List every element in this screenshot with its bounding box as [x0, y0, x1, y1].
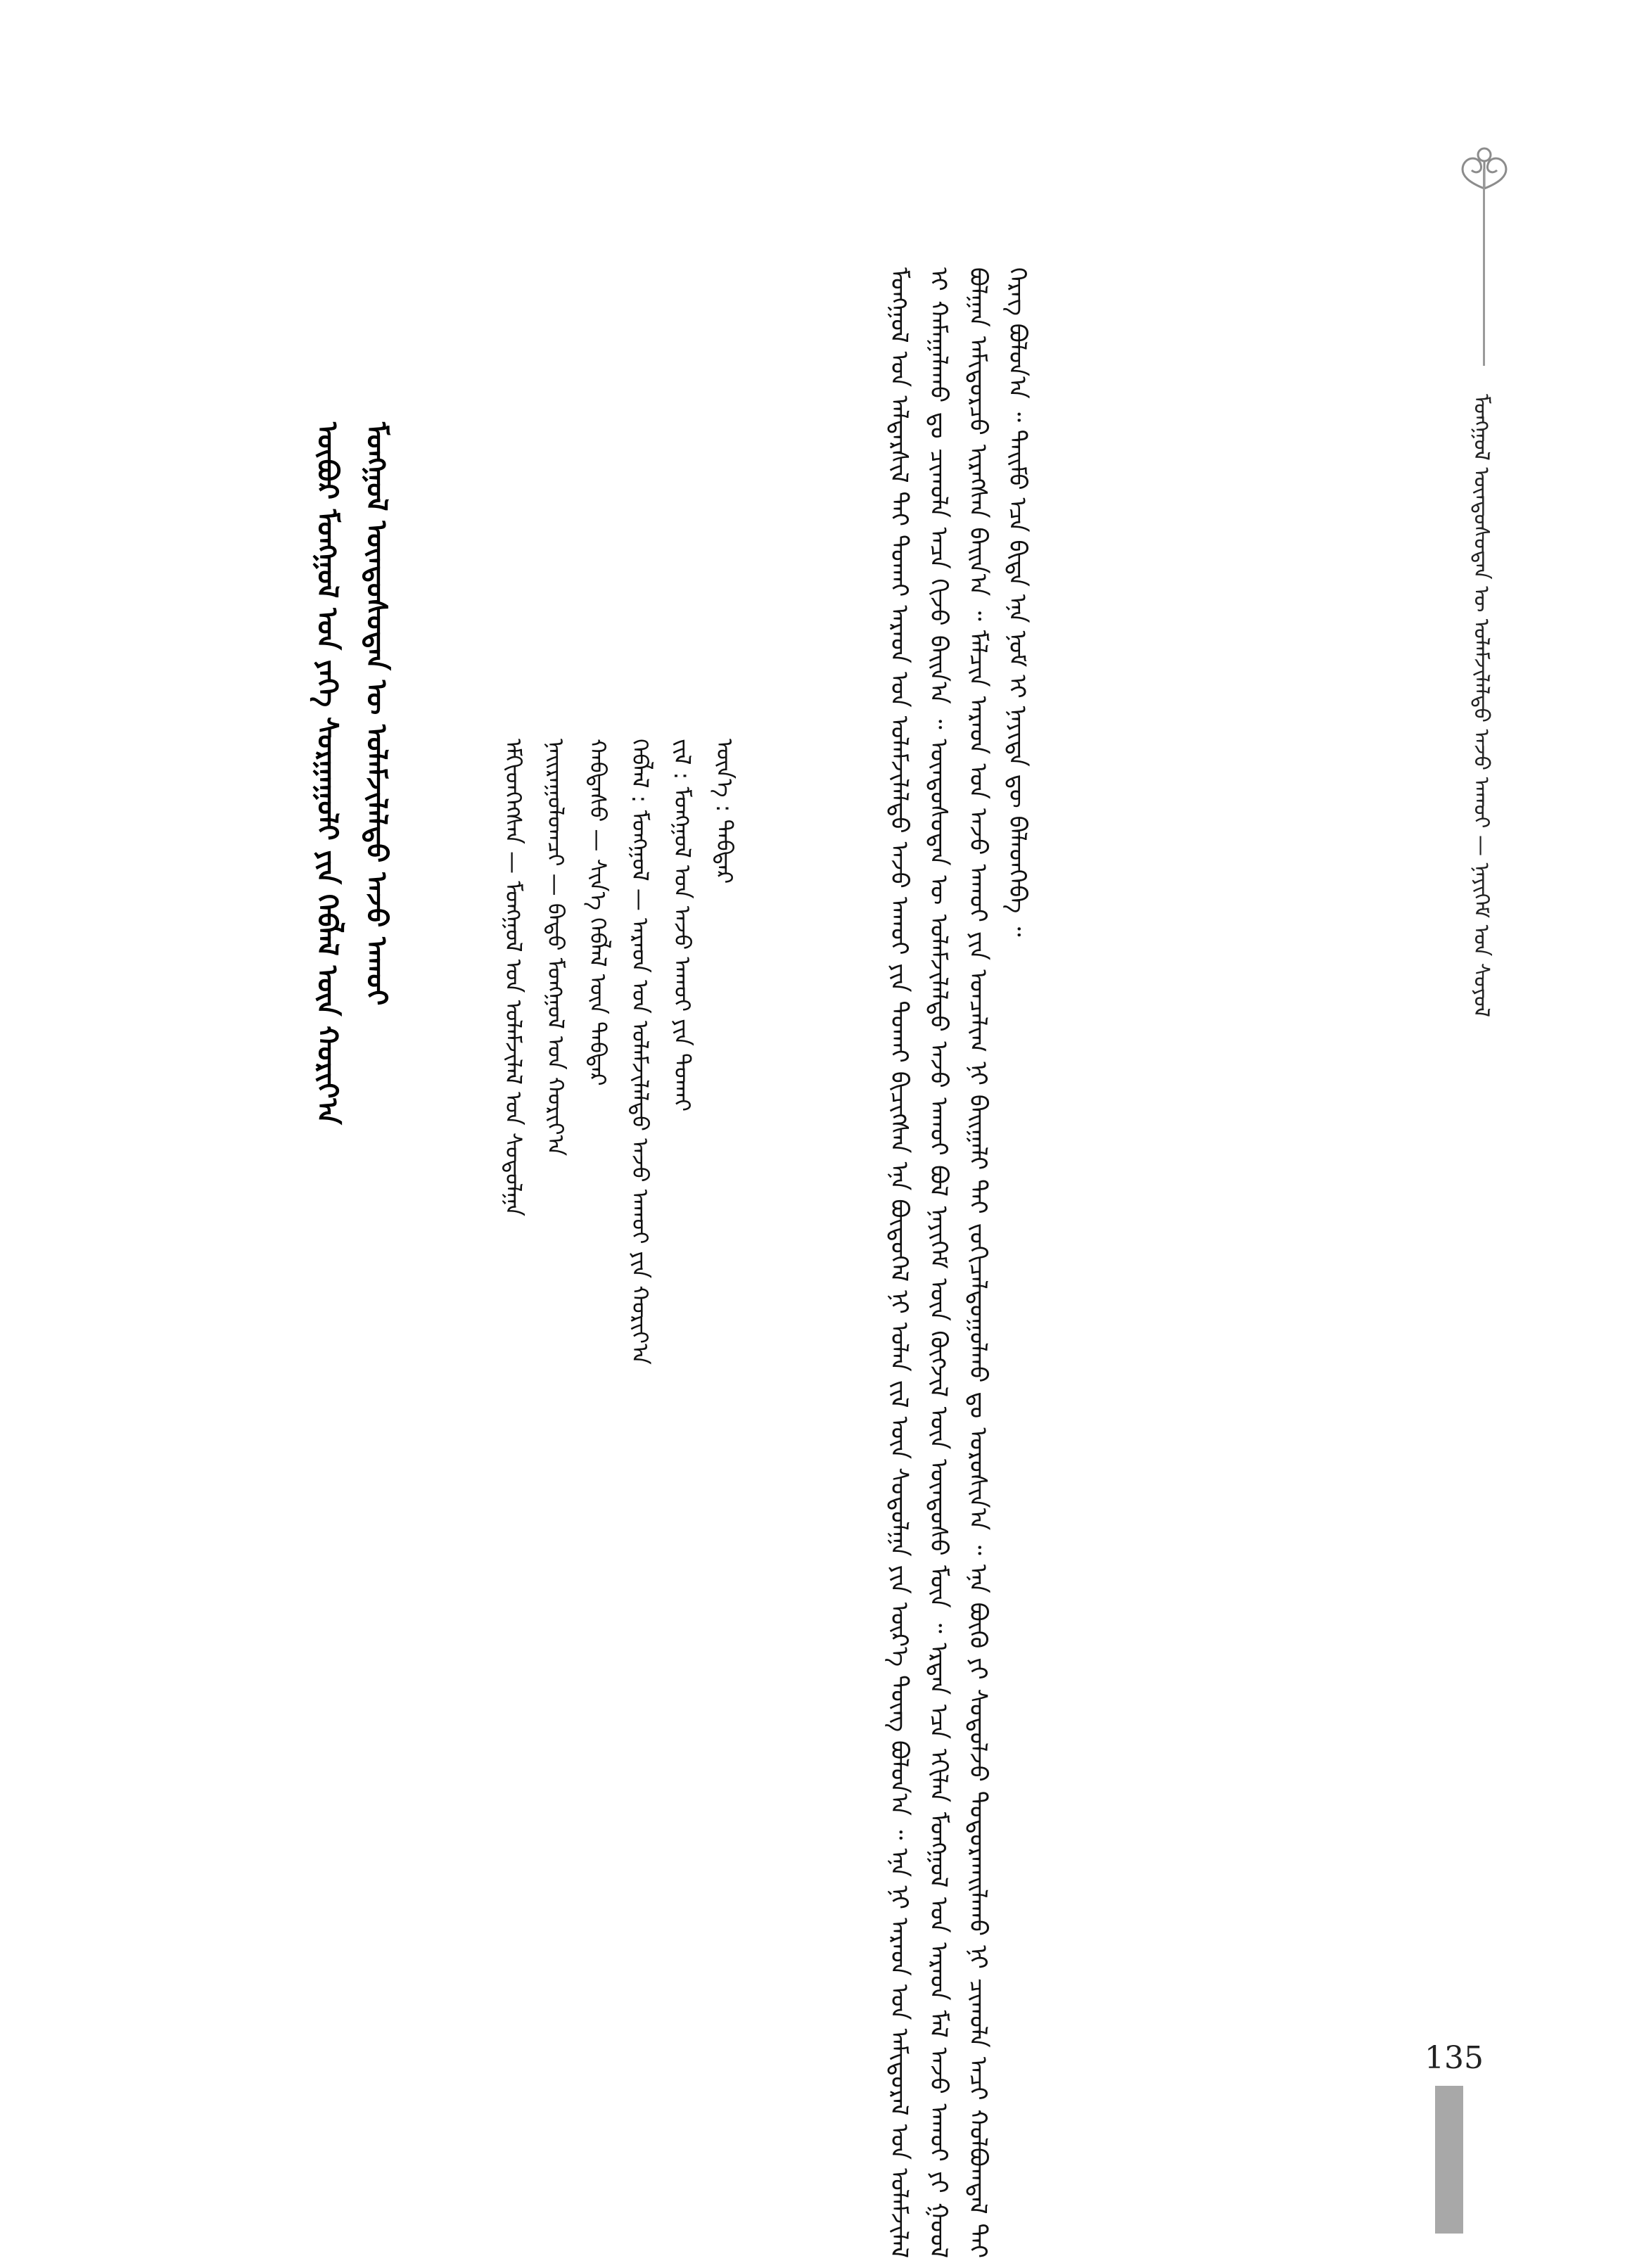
page-edge-tab — [1435, 2086, 1463, 2234]
running-header: ᠮᠣᠩᠭᠣᠯ ᠦᠨᠳᠦᠰᠦᠲᠡᠨ ᠦ ᠤᠯᠠᠮᠵᠢᠯᠠᠯᠲᠤ ᠠᠵᠤ ᠠᠬᠤᠢ — ᠨᠡᠶᠢᠭᠡᠮ ᠤᠨ ᠰᠣᠶᠤᠯ — [1469, 394, 1493, 1018]
meta-line: ᠵᠢᠯ : ᠮᠣᠩᠭᠣᠯ ᠤᠨ ᠠᠵᠤ ᠠᠬᠤᠢ ᠶᠢᠨ ᠲᠤᠬᠠᠢ — [669, 739, 696, 1112]
meta-line: ᠬᠡᠪᠯᠡᠯ : ᠮᠣᠩᠭᠣᠯ — ᠠᠷᠠᠳ ᠤᠨ ᠤᠯᠠᠮᠵᠢᠯᠠᠯᠲᠤ ᠠᠵᠤ ᠠᠬᠤᠢ ᠶᠢᠨ ᠬᠣᠷᠢᠶ᠎ᠠ — [627, 739, 654, 1365]
heading-line: ᠦᠪᠦᠷ ᠮᠣᠩᠭᠣᠯ ᠤᠨ ᠶᠡᠬᠡ ᠰᠤᠷᠭᠠᠭᠤᠯᠢ ᠶᠢᠨ ᠬᠡᠪᠯᠡᠯ ᠦᠨ ᠬᠣᠷᠢᠶ᠎ᠠ — [311, 422, 343, 1125]
section-heading — [302, 422, 429, 1407]
heading-line: ᠮᠣᠩᠭᠣᠯ ᠦᠨᠳᠦᠰᠦᠲᠡᠨ ᠦ ᠤᠯᠠᠮᠵᠢᠯᠠᠯᠲᠤ ᠠᠵᠤ ᠠᠬᠤᠢ — [360, 422, 393, 1006]
meta-line: ᠡᠮᠬᠢᠳᠬᠡᠭᠰᠡᠨ — ᠮᠣᠩᠭᠣᠯ ᠤᠨ ᠤᠯᠠᠮᠵᠢᠯᠠᠯ ᠤᠨ ᠰᠤᠳᠤᠯᠭᠠ — [500, 739, 527, 1216]
body-paragraph: ᠮᠣᠩᠭᠣᠯ ᠤᠨ ᠠᠯᠳᠠᠷᠰᠢᠯ ᠲᠠᠢ ᠲᠤᠬᠠᠢ ᠠᠷᠠᠳ ᠤᠨ ᠤᠯᠠᠮᠵᠢᠯᠠᠯᠲᠤ ᠠᠵᠤ ᠠᠬᠤᠢ ᠶᠢᠨ ᠲᠤᠬᠠᠢ ᠪᠢᠴᠢᠭᠰᠡᠨ ᠡᠨᠡ ᠪᠦᠲᠦᠭᠡᠯ ᠨᠢ ᠣᠯᠠᠨ ᠵᠢᠯ ᠦᠨ ᠰᠤᠳᠤᠯᠭᠠ ᠶᠢᠨ ᠦᠷ᠎ᠡ ᠳᠦᠩ ᠪᠣᠯᠤᠨ᠎ᠠ ᠃ ᠡᠨᠡ ᠨᠢ ᠠᠷᠠᠳ ᠤᠨ ᠠᠮᠢᠳᠤᠷᠠᠯ ᠤᠨ ᠤᠯᠠᠮᠵᠢᠯᠠᠯ ᠢ ᠬᠠᠮᠠᠭᠠᠯᠠᠬᠤ ᠳᠤ ᠴᠢᠬᠤᠯᠠ ᠠᠴᠠ ᠬᠢᠵᠦ ᠪᠠᠢᠨ᠎ᠠ ᠃ ᠦᠨᠳᠦᠰᠦᠲᠡᠨ ᠦ ᠤᠯᠠᠮᠵᠢᠯᠠᠯᠲᠤ ᠠᠵᠤ ᠠᠬᠤᠢ ᠪᠣᠯ ᠨᠡᠶᠢᠭᠡᠮ ᠦᠨ ᠬᠥᠭᠵᠢᠯ ᠦᠨ ᠦᠨᠳᠦᠰᠦ ᠮᠥᠨ ᠃ ᠡᠷᠲᠡᠨ ᠡᠴᠡ ᠡᠬᠢᠯᠡᠨ ᠮᠣᠩᠭᠣᠯ ᠤᠨ ᠠᠷᠠᠳ ᠮᠠᠯ ᠠᠵᠤ ᠠᠬᠤᠢ ᠶᠢ ᠭᠣᠣᠯ ᠪᠣᠯᠭᠠᠨ ᠠᠮᠢᠳᠤᠷᠴᠤ ᠢᠷᠡᠭᠰᠡᠨ ᠪᠠᠢᠨ᠎ᠠ ᠃ ᠮᠠᠯᠴᠢᠨ ᠠᠷᠠᠳ ᠤᠨ ᠠᠵᠤ ᠠᠬᠤᠢ ᠶᠢᠨ ᠣᠨᠴᠠᠯᠢᠭ ᠨᠢ ᠪᠠᠢᠭᠠᠯᠢ ᠲᠠᠢ ᠵᠣᠬᠢᠴᠠᠯᠳᠤᠭᠤᠯᠬᠤ ᠳᠤ ᠣᠷᠣᠰᠢᠨ᠎ᠠ ᠃ ᠡᠨᠡ ᠪᠦᠬᠦ ᠶᠢ ᠰᠤᠳᠤᠯᠵᠤ ᠲᠣᠳᠣᠷᠬᠠᠢᠯᠠᠬᠤ ᠨᠢ ᠴᠢᠬᠤᠯᠠ ᠠᠴᠢ ᠬᠣᠯᠪᠣᠭᠳᠠᠯ ᠲᠠᠢ ᠬᠡᠷᠡᠭ ᠪᠣᠯᠤᠨ᠎ᠠ ᠃ ᠲᠡᠢᠮᠦ ᠡᠴᠡ ᠪᠢᠳᠡ ᠡᠨᠡ ᠨᠣᠮ ᠢ ᠨᠡᠶᠢᠲᠡ ᠳᠦ ᠪᠡᠯᠡᠳᠬᠡᠪᠡ ᠃ — [885, 267, 1031, 2258]
meta-line: ᠬᠠᠪᠲᠠᠰᠤ — ᠰᠢᠨ᠎ᠡ ᠬᠡᠪᠯᠡᠯ ᠦᠨ ᠳᠡᠪᠲᠡᠷ — [585, 739, 611, 1086]
page-number: 135 — [1425, 2040, 1484, 2076]
header-rule — [1483, 169, 1485, 366]
publication-info — [492, 739, 816, 1442]
meta-line: ᠨᠠᠢᠷᠠᠭᠤᠯᠤᠭᠴᠢ — ᠪᠠᠲᠤ ᠮᠣᠩᠭᠣᠯ ᠤᠨ ᠬᠣᠷᠢᠶ᠎ᠠ — [542, 739, 569, 1157]
body-text — [879, 267, 1414, 2258]
meta-line: ᠦᠨ᠎ᠡ : ᠳᠡᠪᠲᠡᠷ — [711, 739, 738, 884]
